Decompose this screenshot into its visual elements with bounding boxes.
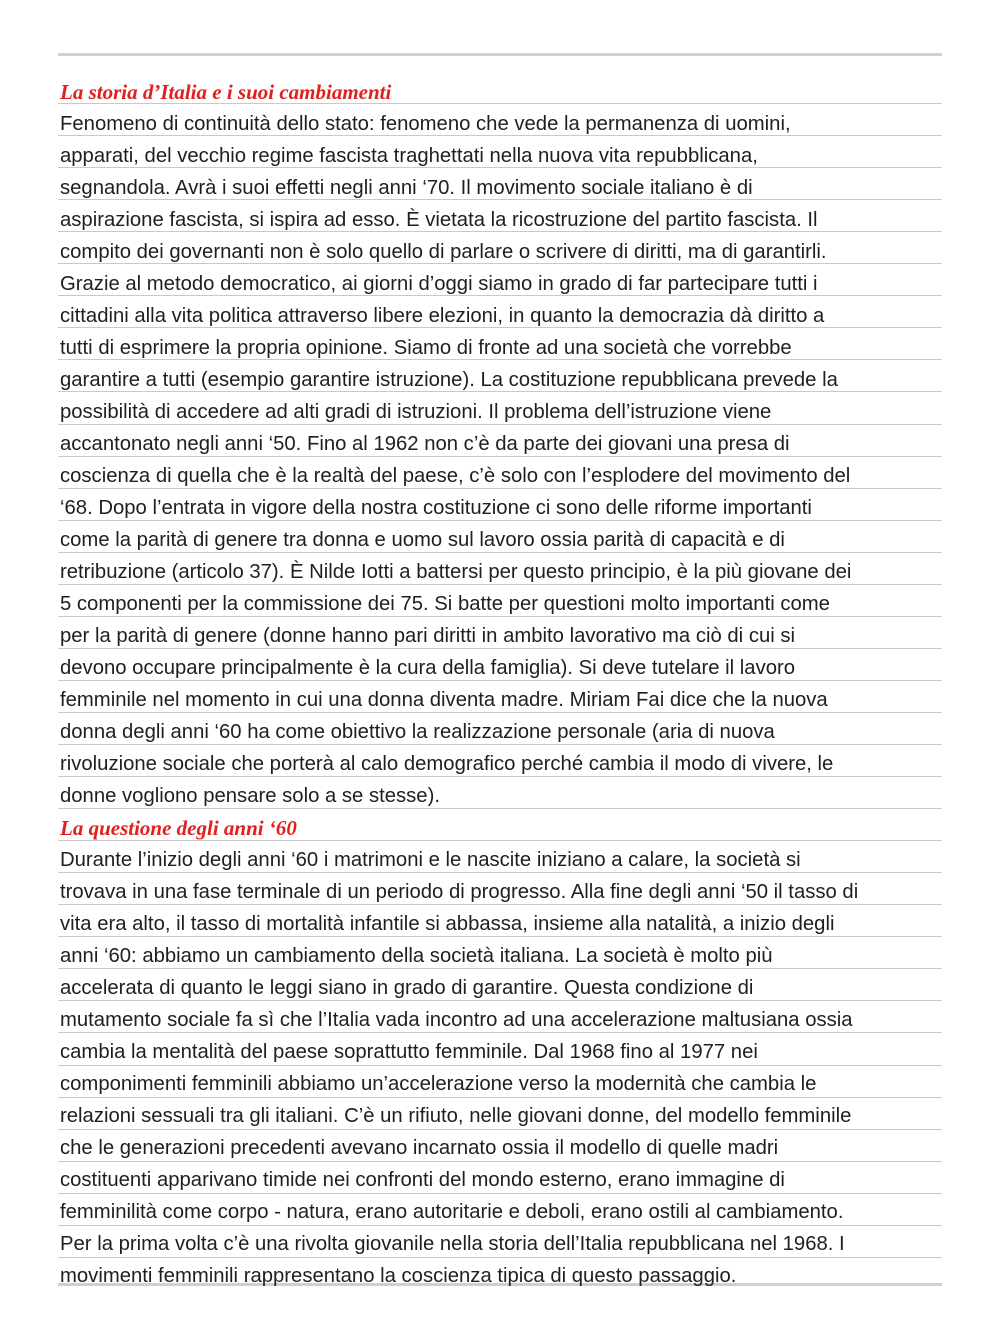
- text-line: trovava in una fase terminale di un periodo di progresso. Alla fine degli anni ‘50 il tasso di: [60, 881, 859, 903]
- text-line: possibilità di accedere ad alti gradi di istruzioni. Il problema dell’istruzione viene: [60, 401, 772, 423]
- text-line: aspirazione fascista, si ispira ad esso. È vietata la ricostruzione del partito fascista. Il: [60, 209, 818, 231]
- text-line: Fenomeno di continuità dello stato: fenomeno che vede la permanenza di uomini,: [60, 113, 791, 135]
- text-line: Durante l’inizio degli anni ‘60 i matrimoni e le nascite iniziano a calare, la società si: [60, 849, 801, 871]
- text-line: anni ‘60: abbiamo un cambiamento della società italiana. La società è molto più: [60, 945, 773, 967]
- text-line: garantire a tutti (esempio garantire istruzione). La costituzione repubblicana prevede la: [60, 369, 838, 391]
- text-line: segnandola. Avrà i suoi effetti negli anni ‘70. Il movimento sociale italiano è di: [60, 177, 753, 199]
- section-body: [60, 108, 965, 812]
- top-rule: [58, 53, 942, 56]
- text-line: ‘68. Dopo l’entrata in vigore della nostra costituzione ci sono delle riforme importanti: [60, 497, 812, 519]
- text-line: devono occupare principalmente è la cura della famiglia). Si deve tutelare il lavoro: [60, 657, 796, 679]
- text-line: apparati, del vecchio regime fascista traghettati nella nuova vita repubblicana,: [60, 145, 758, 167]
- text-line: relazioni sessuali tra gli italiani. C’è un rifiuto, nelle giovani donne, del modello femminile: [60, 1105, 852, 1127]
- text-line: 5 componenti per la commissione dei 75. Si batte per questioni molto importanti come: [60, 593, 830, 615]
- section-heading: La questione degli anni ‘60: [60, 816, 297, 840]
- text-line: Grazie al metodo democratico, ai giorni d’oggi siamo in grado di far partecipare tutti i: [60, 273, 818, 295]
- text-line: donna degli anni ‘60 ha come obiettivo la realizzazione personale (aria di nuova: [60, 721, 775, 743]
- text-line: tutti di esprimere la propria opinione. Siamo di fronte ad una società che vorrebbe: [60, 337, 792, 359]
- text-line: rivoluzione sociale che porterà al calo demografico perché cambia il modo di vivere, le: [60, 753, 834, 775]
- section-body: [60, 844, 965, 1292]
- text-line: componimenti femminili abbiamo un’accelerazione verso la modernità che cambia le: [60, 1073, 817, 1095]
- text-line: costituenti apparivano timide nei confronti del mondo esterno, erano immagine di: [60, 1169, 785, 1191]
- text-line: cambia la mentalità del paese soprattutto femminile. Dal 1968 fino al 1977 nei: [60, 1041, 758, 1063]
- text-line: che le generazioni precedenti avevano incarnato ossia il modello di quelle madri: [60, 1137, 779, 1159]
- text-line: vita era alto, il tasso di mortalità infantile si abbassa, insieme alla natalità, a inizio degli: [60, 913, 835, 935]
- document-page: [60, 76, 965, 1292]
- text-line: accantonato negli anni ‘50. Fino al 1962 non c’è da parte dei giovani una presa di: [60, 433, 790, 455]
- text-line: cittadini alla vita politica attraverso libere elezioni, in quanto la democrazia dà diritto a: [60, 305, 825, 327]
- text-line: accelerata di quanto le leggi siano in grado di garantire. Questa condizione di: [60, 977, 754, 999]
- text-line: movimenti femminili rappresentano la coscienza tipica di questo passaggio.: [60, 1265, 737, 1287]
- text-line: retribuzione (articolo 37). È Nilde Iotti a battersi per questo principio, è la più giovane dei: [60, 561, 852, 583]
- text-line: per la parità di genere (donne hanno pari diritti in ambito lavorativo ma ciò di cui si: [60, 625, 796, 647]
- text-line: compito dei governanti non è solo quello di parlare o scrivere di diritti, ma di garantirli.: [60, 241, 827, 263]
- text-line: femminile nel momento in cui una donna diventa madre. Miriam Fai dice che la nuova: [60, 689, 828, 711]
- text-line: coscienza di quella che è la realtà del paese, c’è solo con l’esplodere del movimento del: [60, 465, 851, 487]
- text-line: femminilità come corpo - natura, erano autoritarie e deboli, erano ostili al cambiamento.: [60, 1201, 844, 1223]
- text-line: mutamento sociale fa sì che l’Italia vada incontro ad una accelerazione maltusiana ossia: [60, 1009, 853, 1031]
- text-line: Per la prima volta c’è una rivolta giovanile nella storia dell’Italia repubblicana nel 1968. I: [60, 1233, 845, 1255]
- section-heading: La storia d’Italia e i suoi cambiamenti: [60, 80, 392, 104]
- text-line: come la parità di genere tra donna e uomo sul lavoro ossia parità di capacità e di: [60, 529, 785, 551]
- text-line: donne vogliono pensare solo a se stesse).: [60, 785, 440, 807]
